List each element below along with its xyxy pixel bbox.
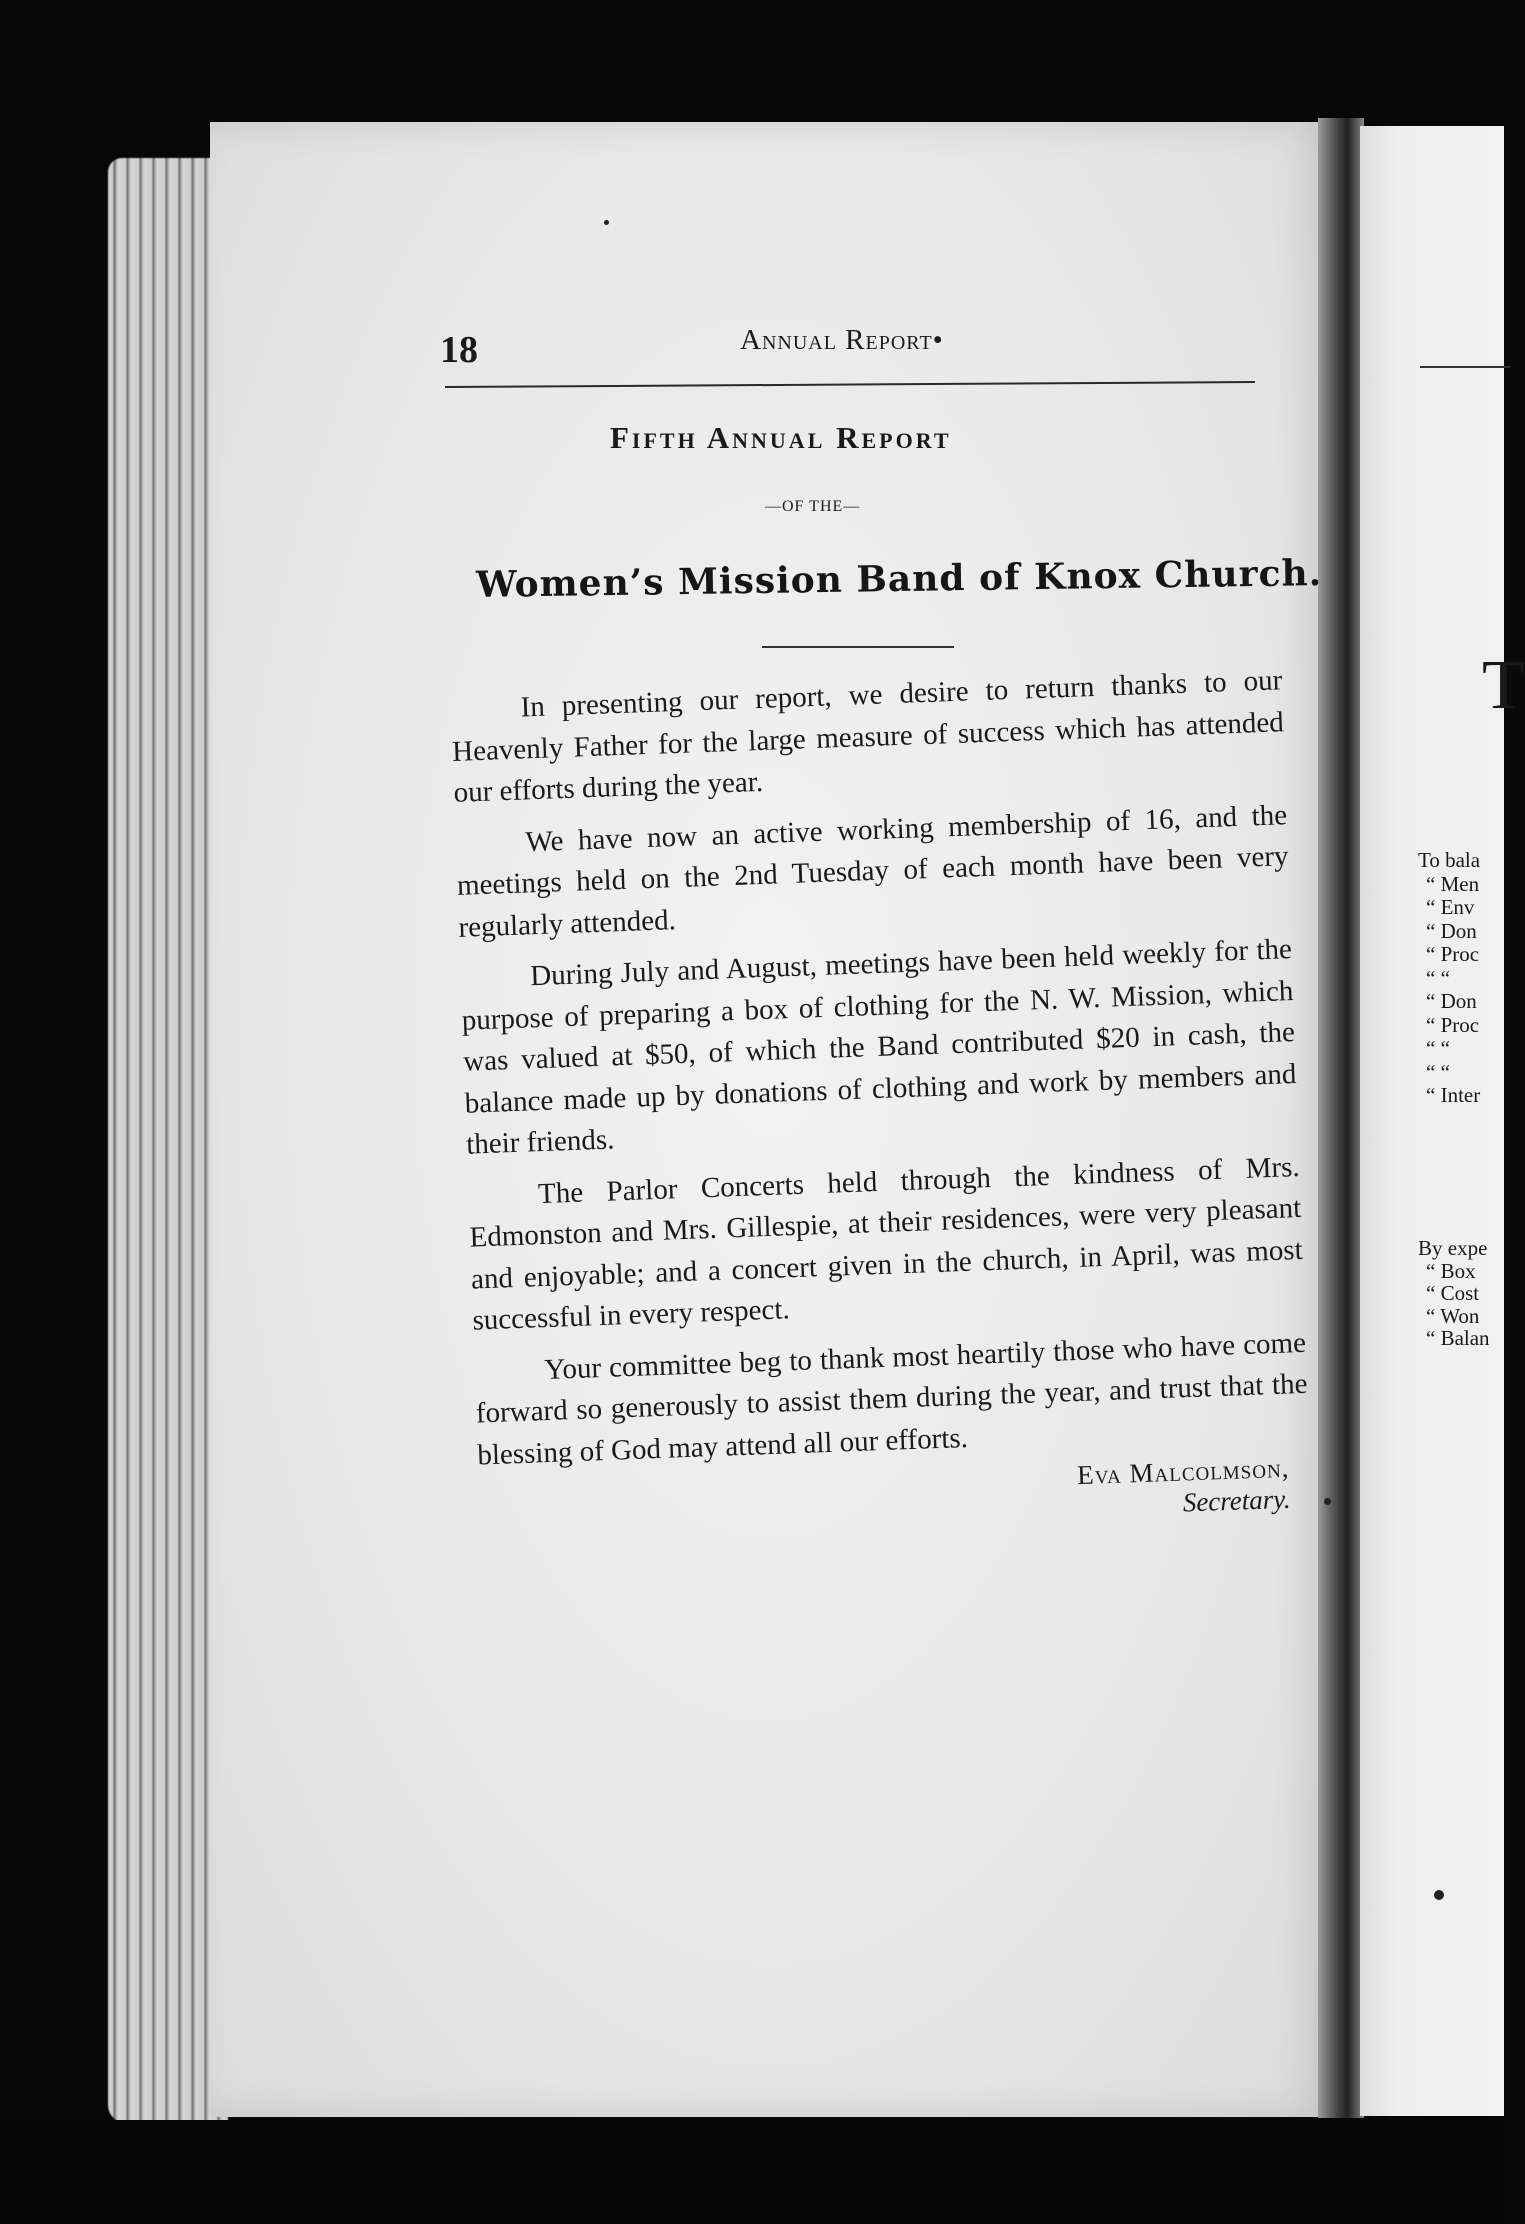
report-body	[450, 660, 1310, 1486]
title-rule	[762, 646, 954, 648]
ledger-line: “ Men	[1426, 871, 1480, 896]
signature-role: Secretary.	[1182, 1483, 1291, 1518]
of-the-label: —OF THE—	[765, 498, 861, 515]
ledger-line: “ Cost	[1426, 1281, 1480, 1305]
ledger-line: “ Don	[1426, 989, 1477, 1013]
report-title: Fifth Annual Report	[610, 420, 952, 455]
ledger-line: “ “	[1426, 1036, 1450, 1060]
running-head: Annual Report•	[740, 324, 944, 356]
ledger-line: “ “	[1426, 1059, 1450, 1084]
signature-name: Eva Malcolmson,	[1076, 1452, 1290, 1491]
speck	[604, 220, 609, 225]
ledger-line: “ “	[1426, 965, 1450, 990]
paragraph: The Parlor Concerts held through the kindness of Mrs. Edmonston and Mrs. Gillespie, at their residences, were very pleasant and enjoyable; and a concert given in the church, in April, was most successful in every respect.	[469, 1150, 1304, 1337]
ledger-line: “ Proc	[1426, 942, 1480, 966]
page-number: 18	[440, 329, 478, 371]
ledger-line: “ Env	[1426, 895, 1475, 919]
scan-background-bottom	[0, 2120, 1504, 2224]
speck	[1434, 1890, 1444, 1900]
right-header-rule	[1420, 366, 1510, 368]
ledger-line: “ Don	[1426, 918, 1477, 943]
paragraph: In presenting our report, we desire to return thanks to our Heavenly Father for the large measure of success which has attended our efforts during the year.	[451, 664, 1285, 809]
ledger-line: By expe	[1418, 1236, 1488, 1260]
book-gutter	[1318, 118, 1364, 2118]
paragraph: We have now an active working membership of 16, and the meetings held on the 2nd Tuesday of each month have been very regularly attended.	[456, 798, 1290, 944]
ledger-line: “ Inter	[1426, 1083, 1481, 1107]
right-page-partial	[1360, 126, 1525, 2116]
signature-block	[989, 1453, 1291, 1525]
speck	[1324, 1498, 1331, 1505]
ledger-line: “ Won	[1426, 1303, 1480, 1328]
paragraph: Your committee beg to thank most heartily those who have come forward so generously to assist them during the year, and trust that the blessing of God may attend all our efforts.	[475, 1326, 1308, 1471]
band-title: Women’s Mission Band of Knox Church.	[475, 552, 1323, 606]
right-drop-letter: T	[1482, 647, 1525, 724]
ledger-line: To bala	[1418, 848, 1481, 872]
ledger-line: “ Box	[1426, 1258, 1476, 1283]
ledger-line: “ Proc	[1426, 1012, 1480, 1037]
paragraph: During July and August, meetings have been held weekly for the purpose of preparing a box of clothing for the N. W. Mission, which was valued at $50, of which the Band contributed $20 in cash, the balance made up by donations of clothing and work by members and their friends.	[461, 933, 1297, 1161]
ledger-line: “ Balan	[1426, 1326, 1490, 1350]
